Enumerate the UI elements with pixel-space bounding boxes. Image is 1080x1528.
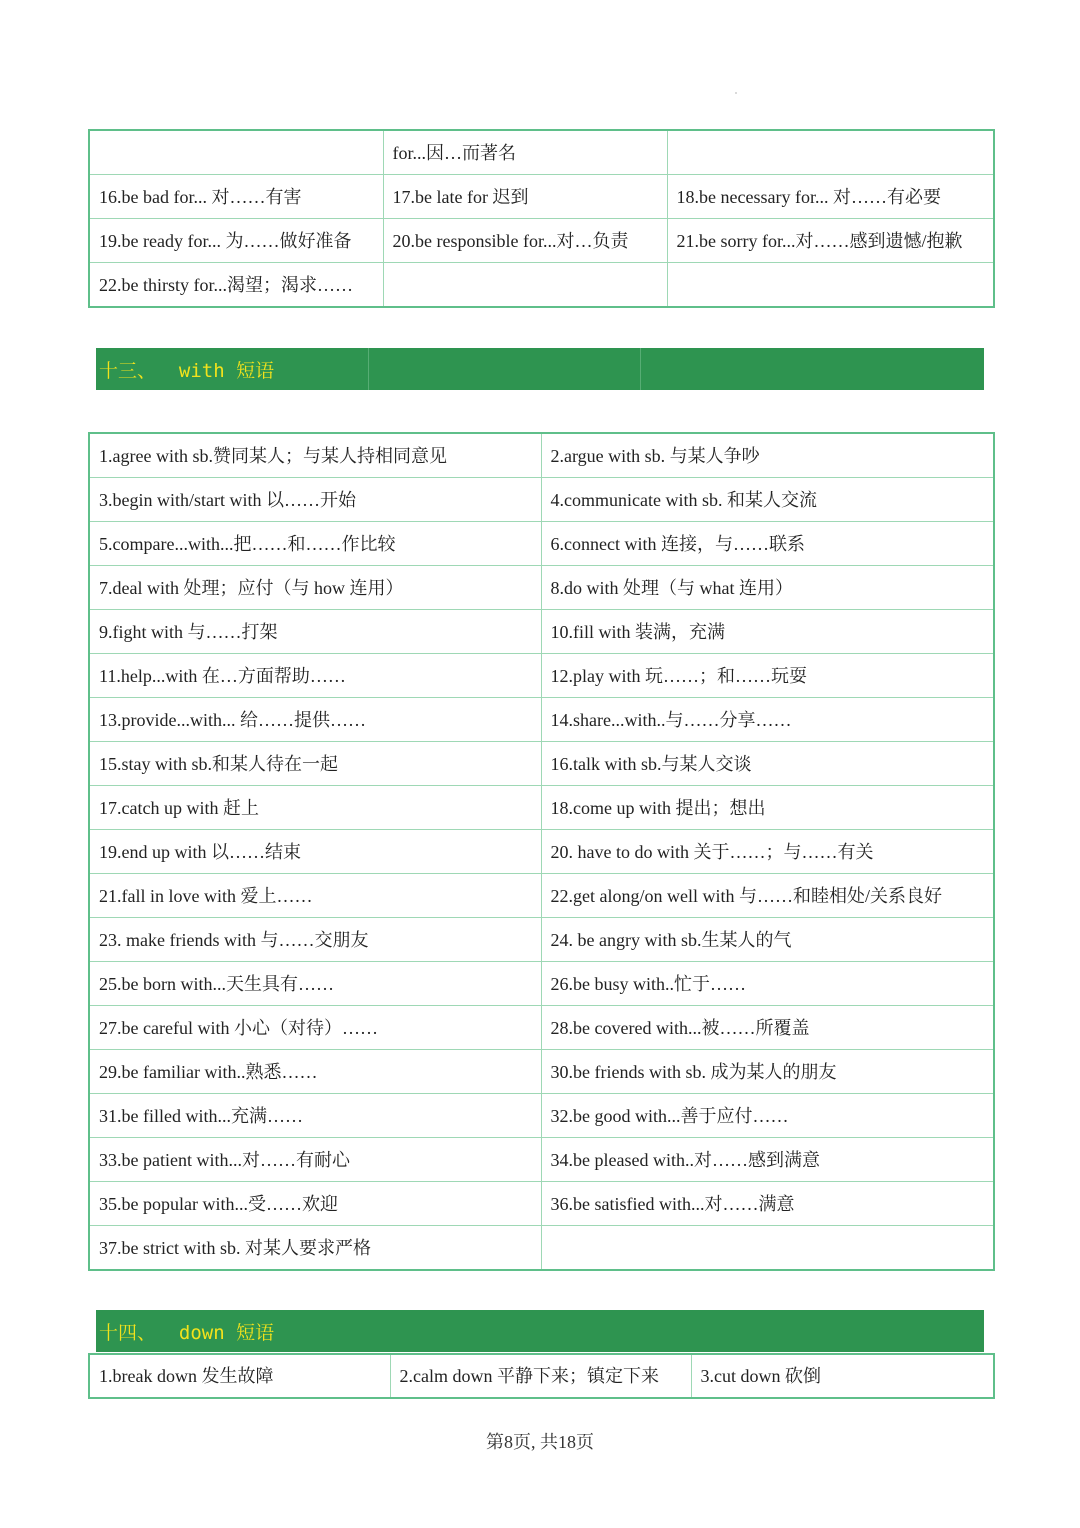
table-cell: 31.be filled with...充满…… [89, 1094, 541, 1138]
table-row [89, 830, 994, 874]
header-divider [368, 348, 369, 390]
table-cell: 21.be sorry for...对……感到遗憾/抱歉 [667, 219, 994, 263]
scan-dot [735, 92, 737, 94]
table-row [89, 962, 994, 1006]
table-row [89, 1138, 994, 1182]
table-cell: 36.be satisfied with...对……满意 [541, 1182, 994, 1226]
table-row [89, 175, 994, 219]
table-row [89, 522, 994, 566]
table-cell: 13.provide...with... 给……提供…… [89, 698, 541, 742]
table-cell: 15.stay with sb.和某人待在一起 [89, 742, 541, 786]
table-cell: 7.deal with 处理；应付（与 how 连用） [89, 566, 541, 610]
table-cell: 22.get along/on well with 与……和睦相处/关系良好 [541, 874, 994, 918]
table-row [89, 1094, 994, 1138]
table-row [89, 1354, 994, 1398]
table-cell: 5.compare...with...把……和……作比较 [89, 522, 541, 566]
table-row [89, 918, 994, 962]
table-row [89, 478, 994, 522]
table-row [89, 742, 994, 786]
table-cell: 8.do with 处理（与 what 连用） [541, 566, 994, 610]
table-cell: 1.break down 发生故障 [89, 1354, 390, 1398]
table-row [89, 130, 994, 175]
table-row [89, 874, 994, 918]
table-cell: 9.fight with 与……打架 [89, 610, 541, 654]
table-cell [667, 263, 994, 308]
table-row [89, 1226, 994, 1271]
table-row [89, 1182, 994, 1226]
section-header-down [96, 1310, 984, 1352]
section-header-with [96, 348, 984, 390]
table-cell: 2.argue with sb. 与某人争吵 [541, 433, 994, 478]
table-cell: 12.play with 玩……；和……玩耍 [541, 654, 994, 698]
table-cell [667, 130, 994, 175]
table-cell: 30.be friends with sb. 成为某人的朋友 [541, 1050, 994, 1094]
table-cell: 18.be necessary for... 对……有必要 [667, 175, 994, 219]
table-cell [541, 1226, 994, 1271]
with-phrase-table [88, 432, 995, 1271]
table-cell: 22.be thirsty for...渴望；渴求…… [89, 263, 383, 308]
table-row [89, 566, 994, 610]
table-cell: 29.be familiar with..熟悉…… [89, 1050, 541, 1094]
table-cell: 19.be ready for... 为……做好准备 [89, 219, 383, 263]
table-cell: for...因…而著名 [383, 130, 667, 175]
table-row [89, 1050, 994, 1094]
section-title: 十四、 down 短语 [99, 1321, 275, 1344]
table-cell: 6.connect with 连接，与……联系 [541, 522, 994, 566]
table-cell: 17.be late for 迟到 [383, 175, 667, 219]
table-cell: 16.talk with sb.与某人交谈 [541, 742, 994, 786]
down-phrase-table [88, 1353, 995, 1399]
for-phrase-table [88, 129, 995, 308]
page-number: 第8页, 共18页 [486, 1432, 594, 1452]
table-cell [383, 263, 667, 308]
table-cell: 1.agree with sb.赞同某人；与某人持相同意见 [89, 433, 541, 478]
table-cell: 21.fall in love with 爱上…… [89, 874, 541, 918]
table-row [89, 654, 994, 698]
table-cell: 4.communicate with sb. 和某人交流 [541, 478, 994, 522]
table-cell: 37.be strict with sb. 对某人要求严格 [89, 1226, 541, 1271]
table-cell: 19.end up with 以……结束 [89, 830, 541, 874]
table-cell: 25.be born with...天生具有…… [89, 962, 541, 1006]
table-cell: 17.catch up with 赶上 [89, 786, 541, 830]
header-divider [640, 348, 641, 390]
table-cell: 23. make friends with 与……交朋友 [89, 918, 541, 962]
table-row [89, 786, 994, 830]
table-cell: 11.help...with 在…方面帮助…… [89, 654, 541, 698]
table-cell: 16.be bad for... 对……有害 [89, 175, 383, 219]
table-cell: 35.be popular with...受……欢迎 [89, 1182, 541, 1226]
table-row [89, 219, 994, 263]
table-cell [89, 130, 383, 175]
table-cell: 27.be careful with 小心（对待）…… [89, 1006, 541, 1050]
table-cell: 33.be patient with...对……有耐心 [89, 1138, 541, 1182]
table-cell: 20.be responsible for...对…负责 [383, 219, 667, 263]
table-cell: 32.be good with...善于应付…… [541, 1094, 994, 1138]
section-title: 十三、 with 短语 [99, 359, 275, 382]
table-row [89, 698, 994, 742]
table-row [89, 1006, 994, 1050]
table-cell: 3.cut down 砍倒 [691, 1354, 994, 1398]
table-cell: 10.fill with 装满，充满 [541, 610, 994, 654]
table-row [89, 433, 994, 478]
table-cell: 14.share...with..与……分享…… [541, 698, 994, 742]
table-row [89, 263, 994, 308]
table-cell: 28.be covered with...被……所覆盖 [541, 1006, 994, 1050]
table-cell: 2.calm down 平静下来；镇定下来 [390, 1354, 691, 1398]
table-cell: 34.be pleased with..对……感到满意 [541, 1138, 994, 1182]
table-cell: 20. have to do with 关于……；与……有关 [541, 830, 994, 874]
table-cell: 18.come up with 提出；想出 [541, 786, 994, 830]
table-cell: 26.be busy with..忙于…… [541, 962, 994, 1006]
table-cell: 3.begin with/start with 以……开始 [89, 478, 541, 522]
table-row [89, 610, 994, 654]
table-cell: 24. be angry with sb.生某人的气 [541, 918, 994, 962]
